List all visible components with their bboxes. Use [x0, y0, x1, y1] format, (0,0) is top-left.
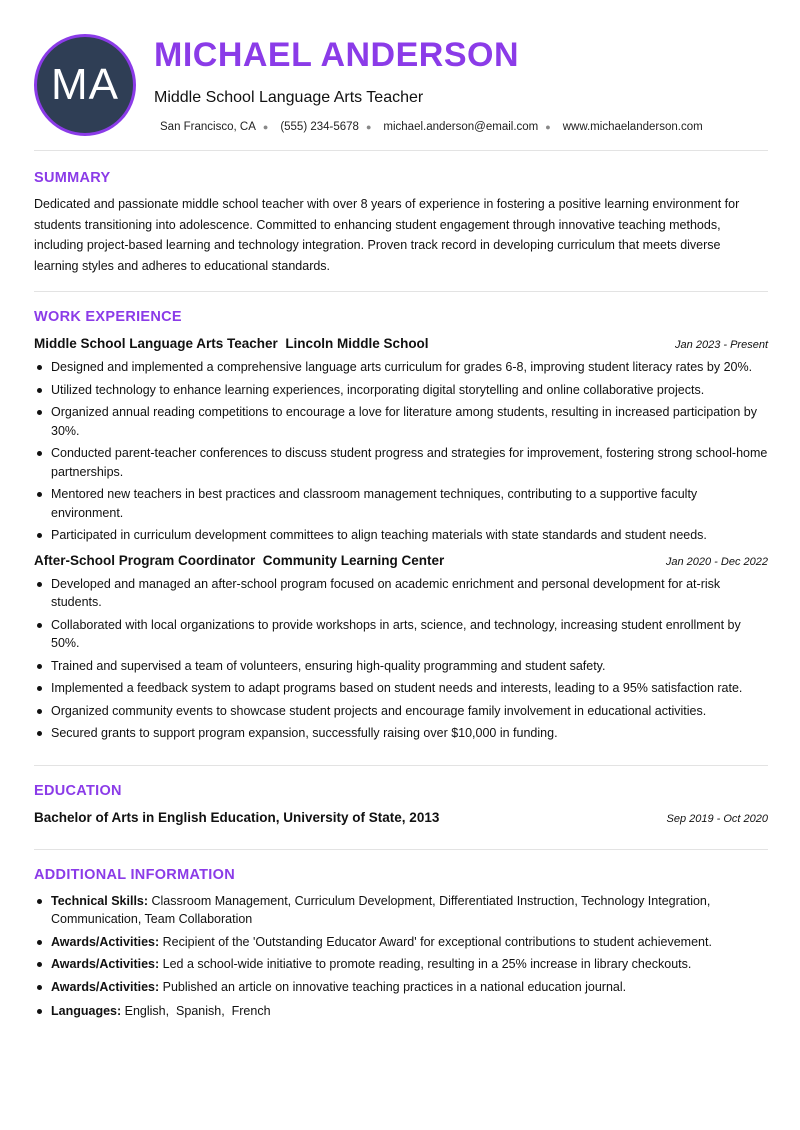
list-item: Utilized technology to enhance learning experiences, incorporating digital storytelling and online collaborative projects. — [34, 381, 768, 400]
item-label: Awards/Activities: — [51, 957, 160, 971]
dot-separator-icon: ● — [262, 122, 269, 132]
job-bullets — [34, 575, 768, 743]
divider — [34, 765, 768, 766]
summary-section — [34, 170, 768, 276]
job-entry — [34, 336, 768, 545]
list-item: Organized community events to showcase student projects and encourage family involvement in educational activities. — [34, 702, 768, 721]
summary-text: Dedicated and passionate middle school teacher with over 8 years of experience in fostering a positive learning environment for students transitioning into adolescence. Committed to enhancing student engagement through innovative teaching methods, including project-based learning and technology integration. Proven track record in developing curriculum that meets diverse learning styles and adheres to educational standards. — [34, 197, 740, 273]
list-item: Organized annual reading competitions to encourage a love for literature among students, resulting in increased participation by 30%. — [34, 403, 768, 440]
list-item: Mentored new teachers in best practices and classroom management techniques, contributing to a supportive faculty environment. — [34, 485, 768, 522]
section-title-education: EDUCATION — [34, 782, 122, 799]
list-item: Conducted parent-teacher conferences to discuss student progress and strategies for improvement, fostering strong school-home partnerships. — [34, 444, 768, 481]
candidate-role: Middle School Language Arts Teacher — [154, 89, 424, 106]
list-item — [34, 955, 768, 974]
contact-email[interactable]: michael.anderson@email.com — [383, 121, 539, 133]
item-label: Technical Skills: — [51, 893, 149, 908]
job-title-line — [34, 336, 429, 351]
dot-separator-icon: ● — [365, 122, 372, 132]
section-title-experience: WORK EXPERIENCE — [34, 309, 182, 325]
job-header — [34, 553, 768, 568]
divider — [34, 150, 768, 151]
list-item — [34, 1002, 768, 1021]
list-item — [34, 978, 768, 997]
education-section — [34, 783, 768, 825]
item-label: Awards/Activities: — [51, 934, 160, 949]
additional-section — [34, 867, 768, 1021]
contact-line — [160, 121, 703, 133]
item-text: Recipient of the 'Outstanding Educator Award' for exceptional contributions to student achievement. — [159, 934, 712, 949]
dot-separator-icon: ● — [545, 122, 551, 132]
experience-section — [34, 309, 768, 743]
education-degree: Bachelor of Arts in English Education, University of State, 2013 — [34, 809, 440, 825]
list-item: Designed and implemented a comprehensive language arts curriculum for grades 6-8, improving student literacy rates by 20%. — [34, 358, 768, 377]
job-role: Middle School Language Arts Teacher — [34, 336, 278, 351]
divider — [34, 849, 768, 850]
list-item: Developed and managed an after-school program focused on academic enrichment and personal development for at-risk students. — [34, 575, 768, 612]
job-header — [34, 336, 768, 351]
item-label: Languages: — [51, 1004, 122, 1018]
item-text: Led a school-wide initiative to promote reading, resulting in a 25% increase in library checkouts. — [159, 957, 692, 971]
job-date: Jan 2023 - Present — [675, 339, 768, 351]
education-entry — [34, 810, 768, 825]
additional-list — [34, 892, 768, 1021]
job-bullets — [34, 358, 768, 545]
list-item — [34, 892, 768, 929]
list-item: Trained and supervised a team of volunteers, ensuring high-quality programming and student safety. — [34, 657, 768, 676]
item-text: English, Spanish, French — [121, 1004, 271, 1018]
contact-website[interactable]: www.michaelanderson.com — [562, 121, 703, 133]
list-item: Implemented a feedback system to adapt programs based on student needs and interests, leading to a 95% satisfaction rate. — [34, 679, 768, 698]
job-org: Lincoln Middle School — [285, 336, 429, 351]
job-role: After-School Program Coordinator — [34, 552, 256, 568]
job-date: Jan 2020 - Dec 2022 — [665, 555, 768, 568]
candidate-name: MICHAEL ANDERSON — [154, 36, 520, 74]
resume-page — [34, 0, 768, 1025]
contact-phone: (555) 234-5678 — [280, 121, 359, 133]
list-item — [34, 933, 768, 952]
job-entry — [34, 553, 768, 743]
avatar: MA — [34, 34, 136, 136]
job-org: Community Learning Center — [262, 552, 445, 568]
section-title-summary: SUMMARY — [34, 170, 111, 186]
contact-location: San Francisco, CA — [160, 121, 256, 133]
divider — [34, 291, 768, 292]
list-item: Collaborated with local organizations to provide workshops in arts, science, and technology, increasing student enrollment by 50%. — [34, 616, 768, 653]
item-label: Awards/Activities: — [51, 979, 160, 994]
education-date: Sep 2019 - Oct 2020 — [666, 812, 768, 825]
list-item: Secured grants to support program expansion, successfully raising over $10,000 in funding. — [34, 724, 768, 743]
section-title-additional: ADDITIONAL INFORMATION — [34, 866, 235, 883]
list-item: Participated in curriculum development committees to align teaching materials with state standards and student needs. — [34, 526, 768, 545]
item-text: Published an article on innovative teaching practices in a national education journal. — [159, 979, 627, 994]
item-text: Classroom Management, Curriculum Development, Differentiated Instruction, Technology Integration, Communication, Team Collaboration — [51, 893, 711, 926]
job-title-line — [34, 553, 444, 568]
resume-header — [34, 0, 768, 150]
